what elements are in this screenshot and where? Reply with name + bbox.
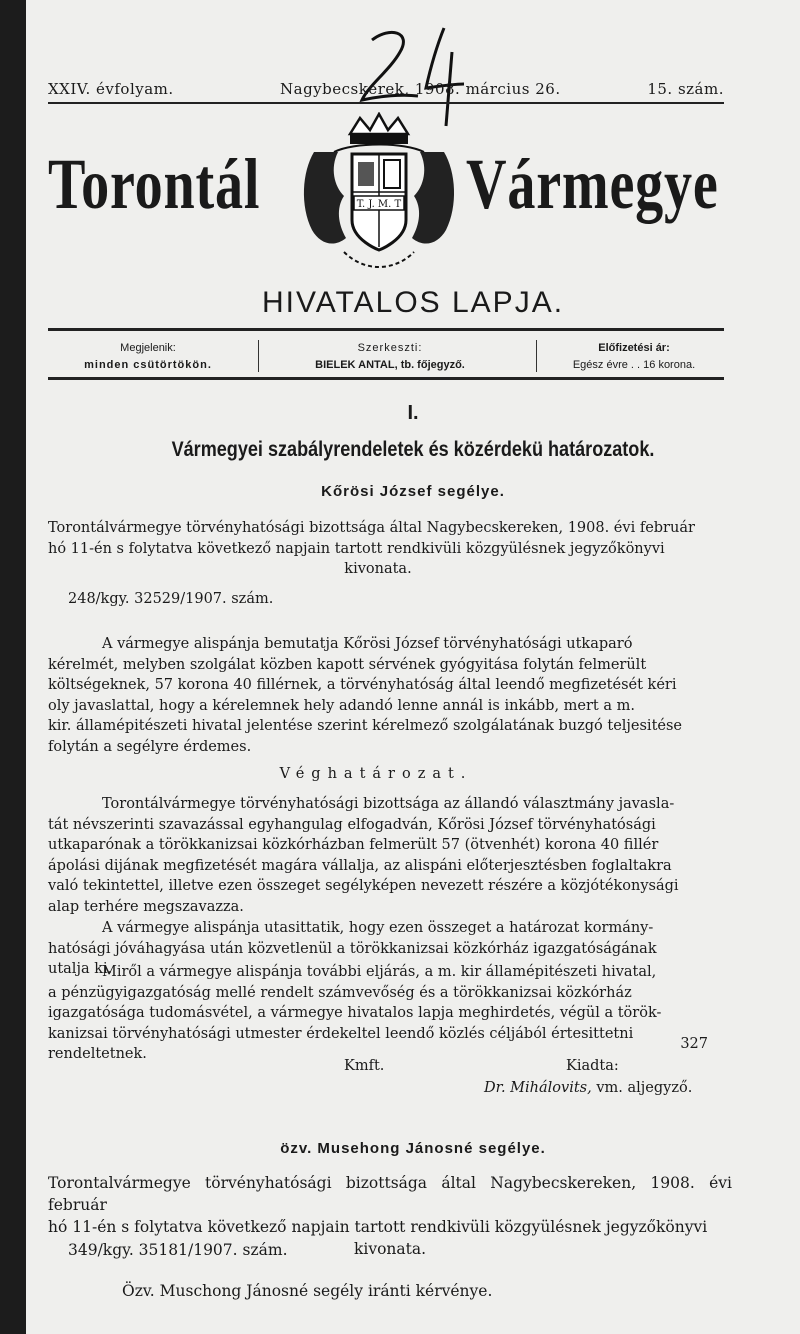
crest-text: T. J. M. T bbox=[356, 199, 402, 210]
text-line: kir. államépitészeti hivatal jelentése szerint kérelmező szolgálatának buzgó teljesitése bbox=[48, 718, 682, 734]
text-line: Torontálvármegye törvényhatósági bizottsága által Nagybecskereken, 1908. évi február bbox=[48, 520, 695, 536]
issue-date: Nagybecskerek, 1908. március 26. bbox=[280, 80, 561, 98]
text-line: kivonata. bbox=[353, 1240, 427, 1258]
price-info bbox=[544, 340, 724, 374]
text-line: kanizsai törvényhatósági utmester érdekeltel leendő közlés céljából értesittetni bbox=[48, 1025, 634, 1042]
newspaper-page bbox=[26, 0, 800, 1334]
infobar-bottom-rule bbox=[48, 377, 724, 380]
issue-number: 15. szám. bbox=[647, 80, 724, 98]
publish-label: Megjelenik: bbox=[120, 342, 176, 354]
article-title: özv. Musehong Jánosné segélye. bbox=[280, 1140, 546, 1157]
masthead-left-word: Torontál bbox=[48, 144, 261, 224]
text-line: alap terhére megszavazza. bbox=[48, 898, 244, 915]
editor-info bbox=[270, 340, 510, 374]
kmft-label: Kmft. bbox=[344, 1058, 385, 1074]
paragraph: Özv. Muschong Jánosné segély iránti kérvénye. bbox=[122, 1282, 493, 1300]
text-line: kivonata. bbox=[344, 561, 412, 577]
paragraph bbox=[48, 794, 708, 917]
article-intro bbox=[48, 518, 708, 580]
infobar-divider bbox=[536, 340, 537, 372]
section-title: Vármegyei szabályrendeletek és közérdekü határozatok. bbox=[171, 438, 655, 461]
paragraph bbox=[48, 962, 708, 1065]
masthead-right-word: Vármegye bbox=[466, 144, 719, 224]
text-line: oly javaslattal, hogy a kérelemnek hely adandó lenne annál is inkább, mert a m. bbox=[48, 697, 635, 714]
text-line: Torontalvármegye törvényhatósági bizottsága által Nagybecskereken, 1908. évi február bbox=[48, 1174, 732, 1214]
paragraph bbox=[48, 634, 708, 757]
text-line: A vármegye alispánja bemutatja Kőrösi József törvényhatósági utkaparó bbox=[102, 636, 633, 652]
page-number: 327 bbox=[680, 1036, 708, 1052]
editor-label: Szerkeszti: bbox=[357, 342, 423, 354]
text-line: utalja ki. bbox=[48, 961, 113, 977]
text-line: ápolási dijának megfizetését magára vállalja, az alispáni előterjesztésben foglaltakra bbox=[48, 857, 672, 874]
signature-title: vm. aljegyző. bbox=[596, 1080, 693, 1096]
coat-of-arms-icon bbox=[294, 112, 464, 280]
text-line: folytán a segélyre érdemes. bbox=[48, 738, 252, 755]
price-value: Egész évre . . 16 korona. bbox=[572, 359, 696, 371]
publish-value: minden csütörtökön. bbox=[84, 359, 212, 371]
publish-info bbox=[48, 340, 248, 374]
volume-label: XXIV. évfolyam. bbox=[48, 80, 174, 98]
text-line: igazgatósága tudomásvétel, a vármegye hivatalos lapja meghirdetés, végül a török- bbox=[48, 1005, 662, 1021]
text-line: való tekintettel, illetve ezen összeget segélyképen nevezett részére a közjótékonysági bbox=[48, 878, 679, 894]
text-line: a pénzügyigazgatóság mellé rendelt számvevőség és a törökkanizsai közkórház bbox=[48, 984, 632, 1001]
header-rule bbox=[48, 102, 724, 104]
text-line: költségeknek, 57 korona 40 fillérnek, a törvényhatóság által leendő megfizetését kéri bbox=[48, 677, 677, 693]
masthead-subtitle: HIVATALOS LAPJA. bbox=[261, 286, 565, 319]
infobar-divider bbox=[258, 340, 259, 372]
text-line: kérelmét, melyben szolgálat közben kapott sérvének gyógyitása folytán felmerült bbox=[48, 656, 647, 673]
text-line: hatósági jóváhagyása után közvetlenül a törökkanizsai közkórház igazgatóságának bbox=[48, 940, 657, 957]
info-bar bbox=[48, 336, 724, 376]
price-label: Előfizetési ár: bbox=[598, 342, 670, 354]
article-title: Kőrösi József segélye. bbox=[321, 483, 505, 500]
infobar-top-rule bbox=[48, 328, 724, 331]
reference-number: 248/kgy. 32529/1907. szám. bbox=[68, 591, 274, 607]
editor-value: BIELEK ANTAL, tb. főjegyző. bbox=[315, 359, 465, 371]
text-line: rendeltetnek. bbox=[48, 1046, 147, 1062]
text-line: Miről a vármegye alispánja további eljárás, a m. kir államépitészeti hivatal, bbox=[102, 964, 657, 980]
decision-heading: Véghatározat. bbox=[279, 766, 473, 782]
signature bbox=[484, 1080, 692, 1096]
reference-number: 349/kgy. 35181/1907. szám. bbox=[68, 1241, 288, 1259]
text-line: hó 11-én s folytatva következő napjain tartott rendkivüli közgyülésnek jegyzőkönyvi bbox=[48, 1218, 708, 1236]
issued-label: Kiadta: bbox=[566, 1058, 619, 1074]
section-number: I. bbox=[407, 402, 419, 424]
text-line: utkaparónak a törökkanizsai közkórházban felmerült 57 (ötvenhét) korona 40 fillér bbox=[48, 837, 659, 853]
signature-name: Dr. Mihálovits, bbox=[484, 1080, 592, 1096]
text-line: A vármegye alispánja utasittatik, hogy ezen összeget a határozat kormány- bbox=[102, 920, 654, 936]
text-line: hó 11-én s folytatva következő napjain tartott rendkivüli közgyülésnek jegyzőkönyvi bbox=[48, 540, 665, 557]
text-line: tát névszerinti szavazással egyhangulag elfogadván, Kőrösi József törvényhatósági bbox=[48, 816, 656, 833]
text-line: Torontálvármegye törvényhatósági bizottsága az állandó választmány javasla- bbox=[102, 796, 675, 812]
